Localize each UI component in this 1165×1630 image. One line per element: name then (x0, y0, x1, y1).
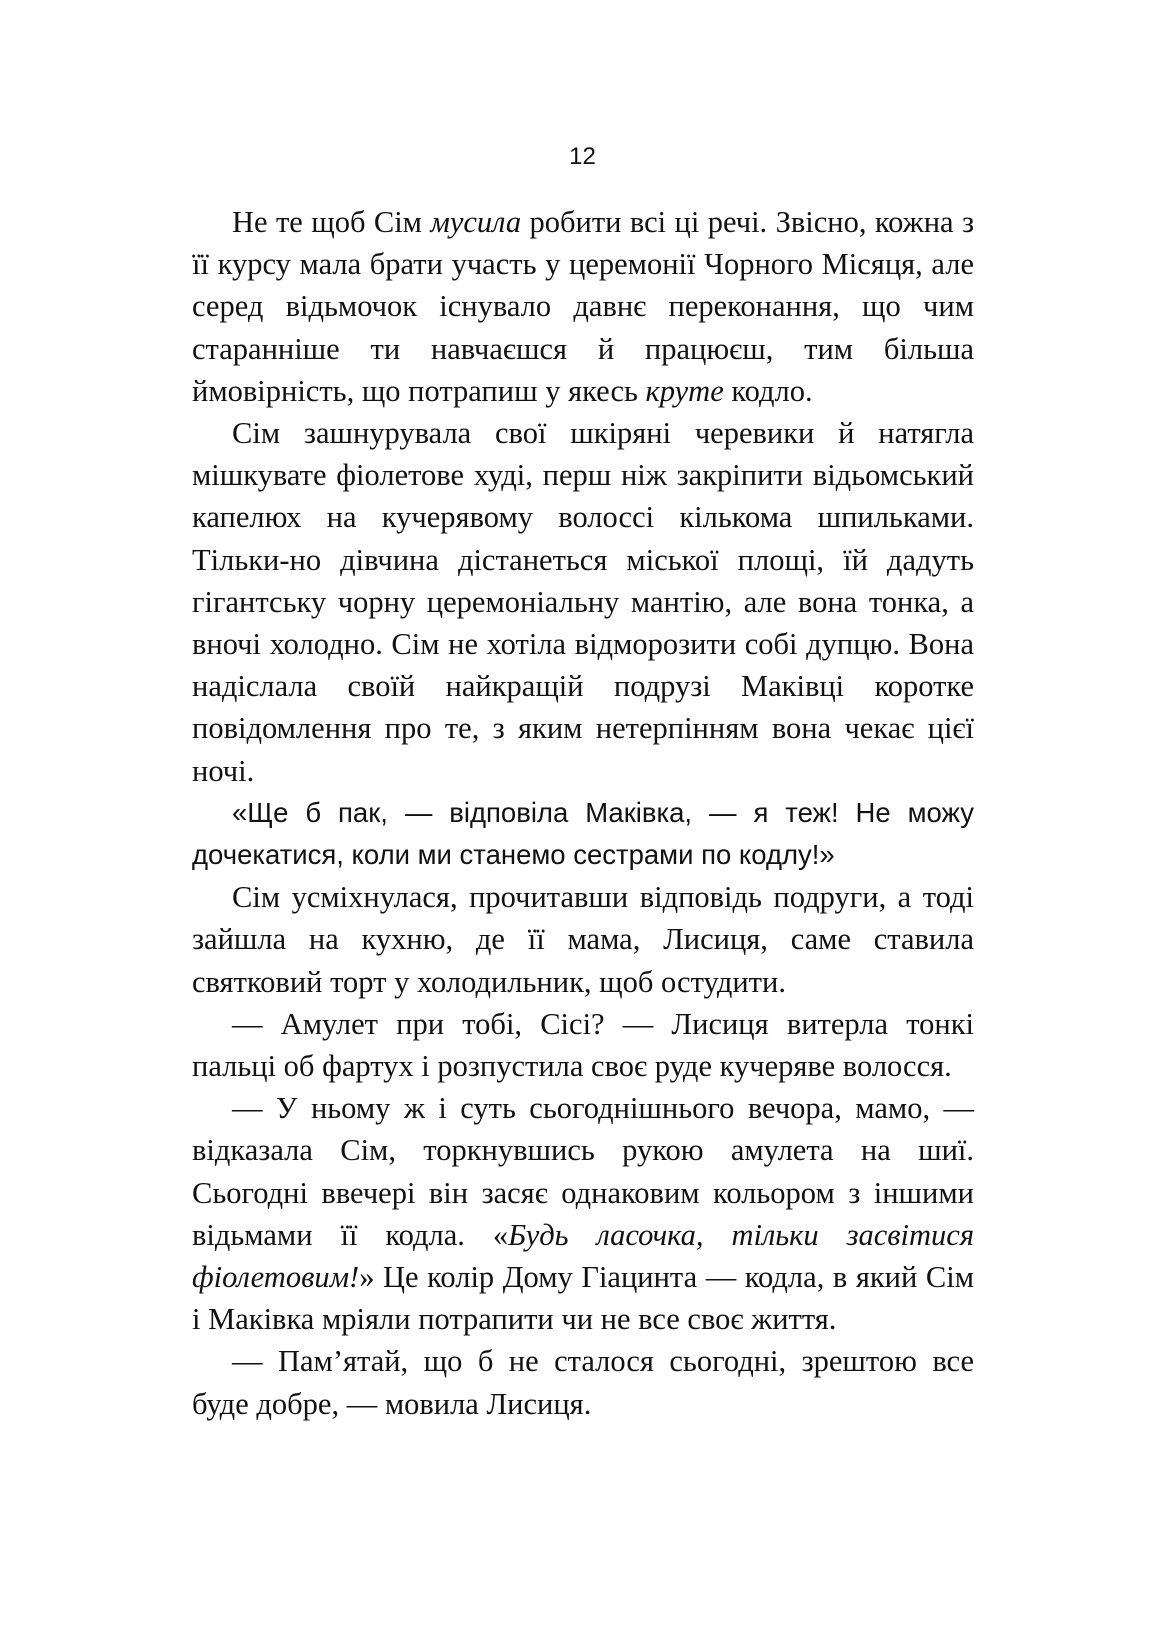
dialogue-paragraph: — Амулет при тобі, Сісі? — Лисиця витерла тонкі пальці об фартух і розпустила своє руде кучеряве волосся. (192, 1006, 974, 1084)
paragraph (192, 201, 974, 412)
text-run: Не те щоб Сім (232, 205, 431, 239)
paragraph: Сім усміхнулася, прочитавши відповідь подруги, а тоді зайшла на кухню, де її мама, Лисиця, саме ставила святковий торт у холодильник, щоб остудити. (192, 880, 974, 999)
message-paragraph: «Ще б пак, — відповіла Маківка, — я теж! Не можу дочекатися, коли ми станемо сестрами по кодлу!» (192, 796, 974, 871)
emphasis: Будь ласочка, тільки засвітися фіолетовим! (192, 1217, 974, 1295)
text-run: робити всі ці речі. Звісно, кожна з її курсу мала брати участь у церемонії Чорного Місяця, але серед відьмочок існувало давнє переконання, що чим старанніше ти навчаєшся й працюєш, тим більша ймовірність, що потрапиш у якесь (192, 205, 974, 408)
text-run: » Це колір Дому Гіацинта — кодла, в який Сім і Маківка мріяли потрапити чи не все своє життя. (192, 1260, 974, 1337)
paragraph: Сім зашнурувала свої шкіряні черевики й натягла мішкувате фіолетове худі, перш ніж закріпити відьомський капелюх на кучерявому волоссі кількома шпильками. Тільки-но дівчина дістанеться міської площі, їй дадуть гігантську чорну церемоніальну мантію, але вона тонка, а вночі холодно. Сім не хотіла відморозити собі дупцю. Вона надіслала своїй найкращій подрузі Маківці коротке повідомлення про те, з яким нетерпінням вона чекає цієї ночі. (192, 416, 974, 788)
body-text (192, 201, 974, 1425)
dialogue-paragraph (192, 1087, 974, 1340)
page-number: 12 (569, 143, 596, 170)
text-run: кодло. (723, 373, 813, 408)
text-run: — У ньому ж і суть сьогоднішнього вечора, мамо, — відказала Сім, торкнувшись рукою амулета на шиї. Сьогодні ввечері він засяє однаковим кольором з іншими відьмами її кодла. « (192, 1091, 974, 1252)
emphasis: мусила (430, 205, 522, 239)
dialogue-paragraph: — Пам’ятай, що б не сталося сьогодні, зрештою все буде добре, — мовила Лисиця. (192, 1344, 974, 1421)
emphasis: круте (645, 373, 724, 408)
